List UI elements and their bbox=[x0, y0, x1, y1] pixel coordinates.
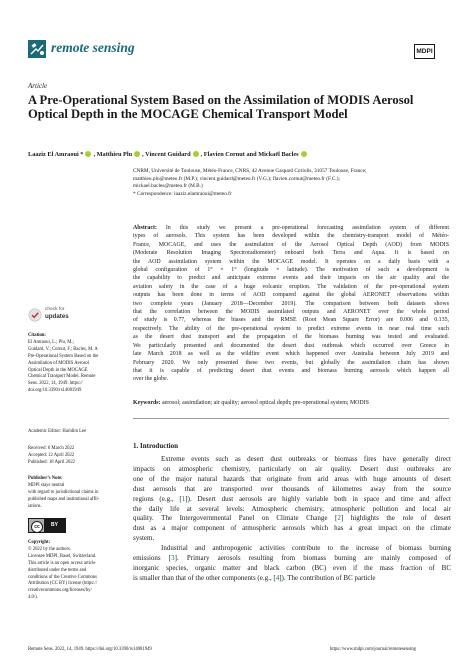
abstract-line: over the globe. bbox=[133, 376, 169, 383]
copyright-line: © 2022 by the authors. bbox=[28, 546, 72, 552]
copyright-line: creativecommons.org/licenses/by/ bbox=[28, 588, 92, 594]
correspondence: * Correspondence: laaziz.elamraoui@meteo.fr bbox=[133, 190, 232, 197]
citation-line: El Amraoui, L.; Plu, M.; bbox=[28, 339, 74, 345]
citation-line: Sens. 2022, 14, 1949. https:// bbox=[28, 381, 83, 387]
intro-line: emissions [3]. Primary aerosols resulting from biomass burning are mainly composed of bbox=[133, 554, 451, 563]
publisher-note-text bbox=[28, 483, 122, 511]
accepted-date: Accepted: 12 April 2022 bbox=[28, 452, 75, 458]
check-updates-icon bbox=[28, 308, 42, 322]
abstract-line: two complete years (January 2018—December 2019). The comparison between both datasets shows bbox=[133, 300, 449, 307]
abstract-line: as the desert dust transport and the propagation of the biomass burning was tested and evaluated. bbox=[133, 334, 449, 341]
abstract-line: outputs has been done in terms of AOD compared against the global AERONET observations within bbox=[133, 292, 449, 299]
intro-line: impacts on atmospheric chemistry, particularly on air quality. Desert dust outbreaks are bbox=[133, 464, 451, 473]
intro-line: Extreme events such as desert dust outbreaks or biomass fires have generally direct bbox=[161, 455, 451, 463]
abstract-line: Abstract: In this study we present a pre-operational forecasting assimilation system of different bbox=[133, 225, 450, 231]
citation-line: Pre-Operational System Based on the bbox=[28, 353, 99, 359]
abstract-line: the capability to predict and anticipate extreme events and their impacts on the air quality and the bbox=[133, 275, 449, 282]
abstract-line: global configuration of 1° × 1° (longitude × latitude). The motivation of such a development is bbox=[133, 267, 449, 274]
affiliation-emails: matthieu.plu@meteo.fr (M.P.); vincent.guidard@meteo.fr (V.G.); flavien.cornut@meteo.fr (F.C.); bbox=[133, 175, 340, 182]
abstract-line: February 2020. We only presented these two events, but globally the assimilation chain has shown bbox=[133, 359, 449, 366]
orcid-icon[interactable] bbox=[134, 151, 140, 157]
orcid-icon[interactable] bbox=[85, 151, 91, 157]
journal-name: remote sensing bbox=[51, 40, 135, 55]
citation-line: Chemical Transport Model. Remote bbox=[28, 374, 96, 380]
copyright-line: Attribution (CC BY) license (https:// bbox=[28, 581, 98, 587]
reference-link[interactable]: 2 bbox=[337, 514, 341, 523]
citation-line: Assimilation of MODIS Aerosol bbox=[28, 360, 90, 366]
reference-link[interactable]: 3 bbox=[171, 554, 175, 563]
journal-logo bbox=[28, 40, 46, 63]
keywords-text: aerosol; assimilation; air quality; aerosol optical depth; pre-operational system; MODIS bbox=[161, 400, 369, 406]
intro-line: dust as a major component of atmospheric aerosols which has a great impact on the climate bbox=[133, 524, 451, 533]
check-updates-line2: updates bbox=[45, 313, 69, 320]
copyright-block bbox=[28, 540, 122, 602]
intro-line: inorganic species, organic matter and black carbon (BC) even if the mass fraction of BC bbox=[133, 563, 451, 572]
intro-line: one of the major natural hazards that originate from arid areas with huge amounts of desert bbox=[133, 474, 451, 483]
copyright-line: 4.0/). bbox=[28, 595, 38, 601]
check-updates-line1: check for bbox=[45, 307, 65, 312]
by-icon: BY bbox=[44, 519, 65, 532]
abstract-line: that the correlation between the MODIS assimilated outputs and AERONET over the whole period bbox=[133, 309, 449, 316]
received-date: Received: 6 March 2022 bbox=[28, 446, 75, 451]
citation-label: Citation: bbox=[28, 333, 46, 338]
orcid-icon[interactable] bbox=[193, 151, 199, 157]
copyright-text bbox=[28, 547, 122, 602]
abstract-text bbox=[133, 224, 449, 384]
abstract-line: late March 2018 as well as the wildfire event which happened over Australia between July 2019 and bbox=[133, 351, 449, 358]
author-name: Vincent Guidard bbox=[145, 151, 191, 158]
journal-logo-icon bbox=[28, 40, 46, 58]
publisher-note-line: iations. bbox=[28, 503, 42, 509]
dates-block bbox=[28, 446, 122, 467]
footer-journal-link[interactable]: https://www.mdpi.com/journal/remotesensing bbox=[330, 647, 416, 652]
copyright-line: distributed under the terms and bbox=[28, 567, 87, 573]
abstract-line: We particularly presented and documented the desert dust outbreak which occurred over Greece in bbox=[133, 342, 449, 349]
academic-editor: Academic Editor: Haridim Lee bbox=[28, 429, 87, 434]
abstract-line: that it is capable of predicting desert dust events and biomass burning aerosols which happen all bbox=[133, 367, 449, 374]
abstract-line: (Moderate Resolution Imaging Spectroradiometer) onboard both Terra and Aqua. It is based on bbox=[133, 250, 449, 257]
abstract-line: types of aerosols. This system has been developed within the chemistry-transport model of Météo- bbox=[133, 233, 449, 240]
keywords bbox=[133, 399, 449, 407]
intro-line: regions (e.g., [1]). Desert dust aerosols are highly variable both in space and time and affect bbox=[133, 494, 451, 503]
author-name: Matthieu Plu bbox=[96, 151, 133, 158]
publisher-note-line: with regard to jurisdictional claims in bbox=[28, 489, 99, 495]
abstract-line: the AOD assimilation system within the MOCAGE model. It operates on a daily basis with a bbox=[133, 258, 449, 265]
author-name: Mickaël Bacles bbox=[258, 151, 299, 158]
affiliation-emails: mickael.bacles@meteo.fr (M.B.) bbox=[133, 183, 203, 190]
article-title: A Pre-Operational System Based on the Assimilation of MODIS Aerosol Optical Depth in the MOCAGE Chemical Transport Model bbox=[28, 93, 414, 122]
abstract-line: of study is 0.77, whereas the biases and the RMSE (Root Mean Square Error) are 0.006 and 0.135, bbox=[133, 317, 449, 324]
cc-icon: cc bbox=[31, 521, 43, 533]
intro-line: Industrial and anthropogenic activities contribute to the increase of biomass burning bbox=[161, 544, 451, 553]
affiliation-line: CNRM, Université de Toulouse, Météo-France, CNRS, 42 Avenue Gaspard Coriolis, 31057 Toulouse, France; bbox=[133, 168, 367, 174]
citation-text bbox=[28, 340, 122, 395]
affiliations bbox=[133, 168, 449, 198]
citation-line: doi.org/10.3390/rs14081949 bbox=[28, 388, 82, 394]
copyright-line: This article is an open access article bbox=[28, 560, 96, 566]
copyright-line: conditions of the Creative Commons bbox=[28, 574, 98, 580]
published-date: Published: 18 April 2022 bbox=[28, 459, 76, 465]
intro-line: is smaller than that of the other components (e.g., [4]). The contribution of BC particle bbox=[133, 573, 376, 582]
footer-citation: Remote Sens. 2022, 14, 1949. https://doi.org/10.3390/rs14081949 bbox=[28, 647, 152, 652]
section-heading: 1. Introduction bbox=[133, 442, 178, 450]
intro-line: system. bbox=[133, 534, 155, 543]
abstract-line: France, MOCAGE, and uses the assimilation of the Aerosol Optical Depth (AOD) from MODIS bbox=[133, 241, 449, 248]
intro-line: quality. The Intergovernmental Panel on Climate Change [2] highlights the role of desert bbox=[133, 514, 451, 523]
publisher-logo: MDPI bbox=[414, 44, 435, 59]
cc-by-license-badge[interactable] bbox=[28, 518, 66, 533]
abstract-line: aviation safety in the case of a huge volcanic eruption. The validation of the pre-operational system bbox=[133, 283, 449, 290]
intro-line: the daily life at several levels: Atmospheric chemistry, atmospheric pollution and local air bbox=[133, 504, 451, 513]
keywords-label: Keywords: bbox=[133, 400, 161, 406]
abstract-label: Abstract: bbox=[133, 225, 166, 231]
author-name: Flavien Cornut bbox=[203, 151, 245, 158]
author-name: Laaziz El Amraoui * bbox=[28, 151, 84, 158]
intro-line: dust aerosols that are transported over thousands of kilometres away from the source bbox=[133, 484, 451, 493]
divider bbox=[133, 418, 449, 419]
copyright-line: Licensee MDPI, Basel, Switzerland. bbox=[28, 553, 97, 559]
abstract-line: respectively. The ability of the pre-operational system to predict extreme events in near real time such bbox=[133, 325, 449, 332]
publisher-note-line: published maps and institutional affil- bbox=[28, 496, 100, 502]
citation-line: Optical Depth in the MOCAGE bbox=[28, 367, 88, 373]
reference-link[interactable]: 4 bbox=[275, 573, 280, 582]
author-list: Laaziz El Amraoui * , Matthieu Plu , Vincent Guidard , Flavien Cornut and Mickaël Bacles bbox=[28, 151, 448, 158]
orcid-icon[interactable] bbox=[301, 151, 307, 157]
publisher-note bbox=[28, 476, 122, 511]
abstract bbox=[133, 224, 449, 384]
citation-block bbox=[28, 333, 122, 395]
publisher-note-line: MDPI stays neutral bbox=[28, 482, 65, 488]
citation-line: Guidard, V.; Cornut, F.; Bacles, M. A bbox=[28, 346, 98, 352]
copyright-label: Copyright: bbox=[28, 540, 51, 545]
publisher-note-label: Publisher’s Note: bbox=[28, 476, 63, 481]
introduction-text bbox=[133, 455, 451, 584]
check-for-updates-badge[interactable] bbox=[28, 306, 88, 326]
article-type: Article bbox=[28, 82, 48, 90]
reference-link[interactable]: 1 bbox=[181, 494, 186, 503]
